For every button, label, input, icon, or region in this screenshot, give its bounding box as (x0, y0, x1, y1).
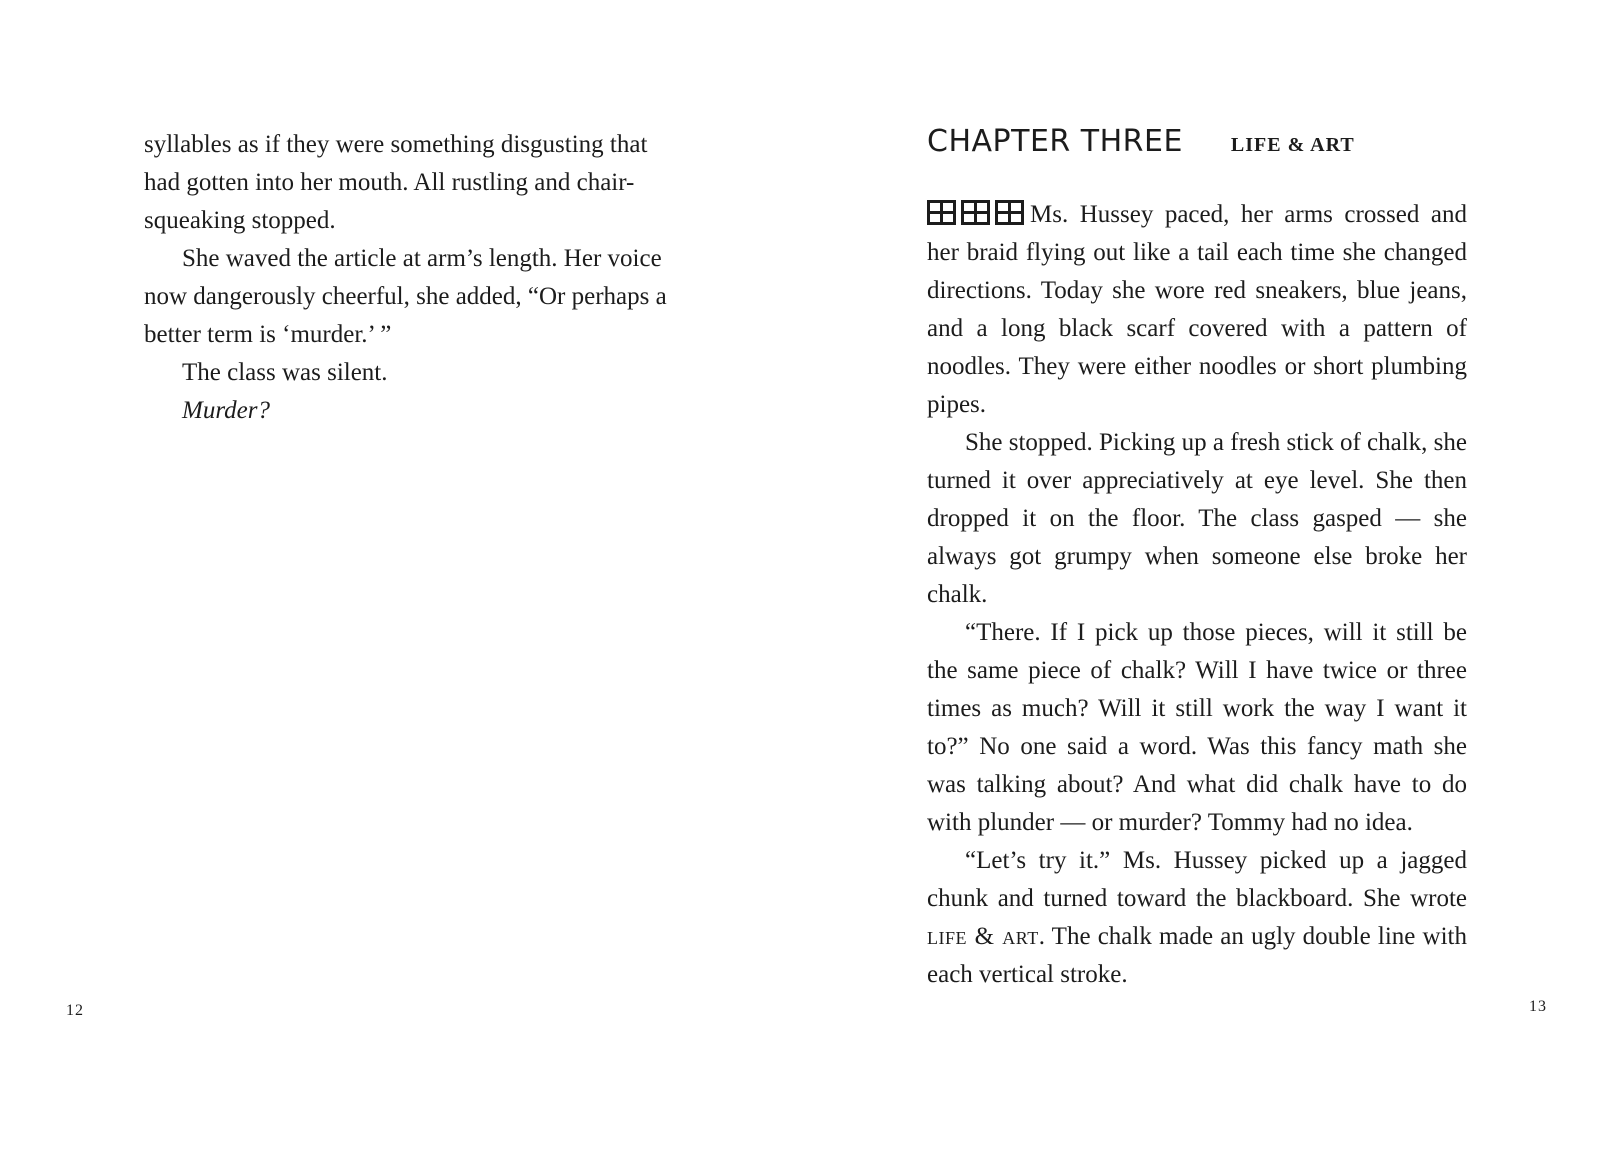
smallcaps-phrase: life & art (927, 923, 1039, 950)
paragraph: “There. If I pick up those pieces, will it still be the same piece of chalk? Will I have twice or three times as much? Will it still work the way I want it to?” No one said a word. Was this fancy math she was talking about? And what did chalk have to do with plunder — or murder? Tommy had no idea. (927, 619, 1467, 836)
chapter-heading (927, 124, 1355, 159)
paragraph: She stopped. Picking up a fresh stick of chalk, she turned it over appreciatively at eye level. She then dropped it on the floor. The class gasped — she always got grumpy when someone else broke her chalk. (927, 429, 1467, 608)
window-pane-icon (927, 200, 956, 225)
paragraph: The class was silent. (182, 359, 388, 386)
opening-paragraph-text: Ms. Hussey paced, her arms crossed and her braid flying out like a tail each time she changed directions. Today she wore red sneakers, blue jeans, and a long black scarf covered with a pattern of noodles. They were either noodles or short plumbing pipes. (927, 201, 1467, 418)
closing-text-before: “Let’s try it.” Ms. Hussey picked up a jagged chunk and turned toward the blackboard. She wrote (927, 847, 1467, 912)
paragraph (144, 392, 684, 430)
right-page (800, 0, 1600, 1162)
paragraph: She waved the article at arm’s length. Her voice now dangerously cheerful, she added, “Or perhaps a better term is ‘murder.’ ” (144, 245, 667, 348)
right-page-body (927, 196, 1467, 994)
chapter-subtitle: LIFE & ART (1230, 134, 1355, 156)
left-page-body (144, 126, 684, 430)
window-pane-icon (961, 200, 990, 225)
window-pane-icon (995, 200, 1024, 225)
page-number-left: 12 (66, 1002, 84, 1019)
page-number-right: 13 (1529, 998, 1547, 1015)
chapter-label: CHAPTER THREE (927, 124, 1183, 159)
ornament-group (927, 200, 1024, 225)
closing-paragraph (927, 842, 1467, 994)
italic-line: Murder? (182, 397, 270, 424)
paragraph: syllables as if they were something disgusting that had gotten into her mouth. All rustling and chair-squeaking stopped. (144, 131, 648, 234)
closing-text-after: . The chalk made an ugly double line with each vertical stroke. (927, 923, 1467, 988)
opening-paragraph (927, 196, 1467, 424)
